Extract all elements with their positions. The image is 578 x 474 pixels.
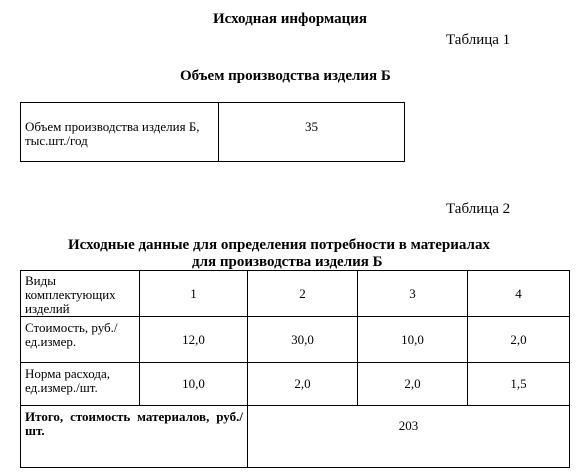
table2-title-line2: для производства изделия Б <box>192 254 383 270</box>
table-cell: 3 <box>358 271 468 317</box>
table-row <box>21 271 570 317</box>
table-cell: 2,0 <box>468 317 570 363</box>
table2-title-line1: Исходные данные для определения потребности в материалах <box>68 237 490 253</box>
table-cell: 4 <box>468 271 570 317</box>
table1-title: Объем производства изделия Б <box>180 68 391 84</box>
row-label-cost: Стоимость, руб./ед.измер. <box>21 317 140 363</box>
table-row <box>21 317 570 363</box>
table-row-total <box>21 406 570 468</box>
table-cell: 1,5 <box>468 363 570 406</box>
table2-caption: Таблица 2 <box>446 201 511 217</box>
table2 <box>20 270 570 468</box>
table1-label: Объем производства изделия Б, тыс.шт./год <box>21 103 219 162</box>
total-value: 203 <box>248 406 570 468</box>
table-cell: 2,0 <box>358 363 468 406</box>
table1 <box>20 102 405 162</box>
total-label: Итого, стоимость материалов, руб./шт. <box>21 406 248 468</box>
table-cell: 12,0 <box>140 317 248 363</box>
row-label-rate: Норма расхода, ед.измер./шт. <box>21 363 140 406</box>
table-cell: 1 <box>140 271 248 317</box>
table-row <box>21 363 570 406</box>
table1-value: 35 <box>219 103 405 162</box>
table-cell: 30,0 <box>248 317 358 363</box>
table-cell: 10,0 <box>140 363 248 406</box>
row-label-kinds: Виды комплектующих изделий <box>21 271 140 317</box>
page-heading: Исходная информация <box>213 11 368 27</box>
table1-caption: Таблица 1 <box>446 32 511 48</box>
table-cell: 10,0 <box>358 317 468 363</box>
table-cell: 2,0 <box>248 363 358 406</box>
table-cell: 2 <box>248 271 358 317</box>
